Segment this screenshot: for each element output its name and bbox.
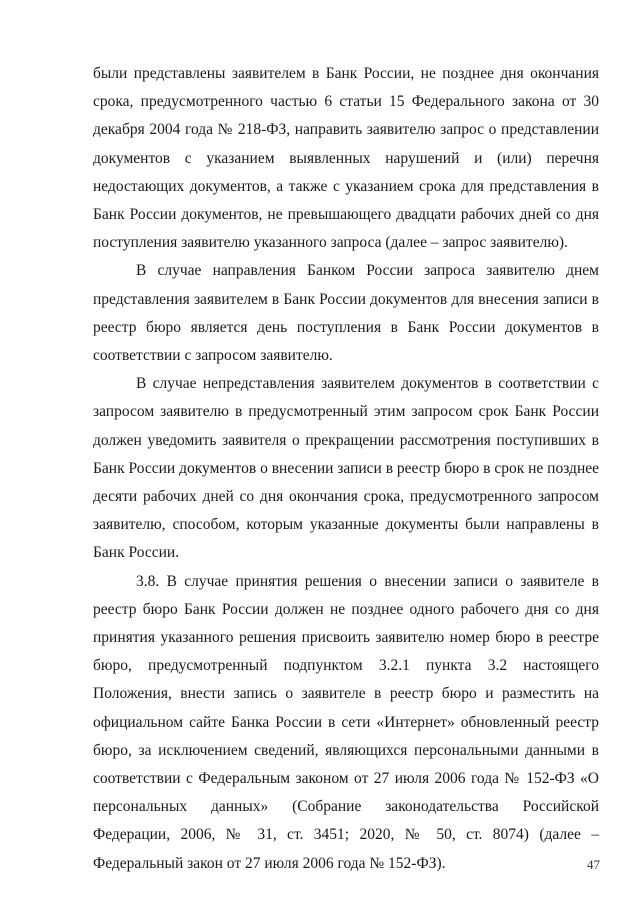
paragraph-section-3-8: 3.8. В случае принятия решения о внесении записи о заявителе в реестр бюро Банк России должен не позднее одного рабочего дня со дня принятия указанного решения присвоить заявителю номер бюро в реестре бюро, предусмотренный подпунктом 3.2.1 пункта 3.2 настоящего Положения, внести запись о заявителе в реестр бюро и разместить на официальном сайте Банка России в сети «Интернет» обновленный реестр бюро, за исключением сведений, являющихся персональными данными в соответствии с Федеральным законом от 27 июля 2006 года № 152-ФЗ «О персональных данных» (Собрание законодательства Российской Федерации, 2006, № 31, ст. 3451; 2020, № 50, ст. 8074) (далее – Федеральный закон от 27 июля 2006 года № 152-ФЗ).: [93, 572, 599, 872]
page-number: 47: [587, 857, 600, 872]
body-text: [93, 60, 599, 878]
paragraph-non-submission: В случае непредставления заявителем документов в соответствии с запросом заявителю в предусмотренный этим запросом срок Банк России должен уведомить заявителя о прекращении рассмотрения поступивших в Банк России документов о внесении записи в реестр бюро в срок не позднее десяти рабочих дней со дня окончания срока, предусмотренного запросом заявителю, способом, которым указанные документы были направлены в Банк России.: [93, 375, 599, 562]
paragraph-continuation: были представлены заявителем в Банк России, не позднее дня окончания срока, предусмотренного частью 6 статьи 15 Федерального закона от 30 декабря 2004 года № 218-ФЗ, направить заявителю запрос о представлении документов с указанием выявленных нарушений и (или) перечня недостающих документов, а также с указанием срока для представления в Банк России документов, не превышающего двадцати рабочих дней со дня поступления заявителю указанного запроса (далее – запрос заявителю).: [93, 65, 599, 252]
paragraph-bank-request: В случае направления Банком России запроса заявителю днем представления заявителем в Банк России документов для внесения записи в реестр бюро является день поступления в Банк России документов в соответствии с запросом заявителю.: [93, 262, 599, 365]
